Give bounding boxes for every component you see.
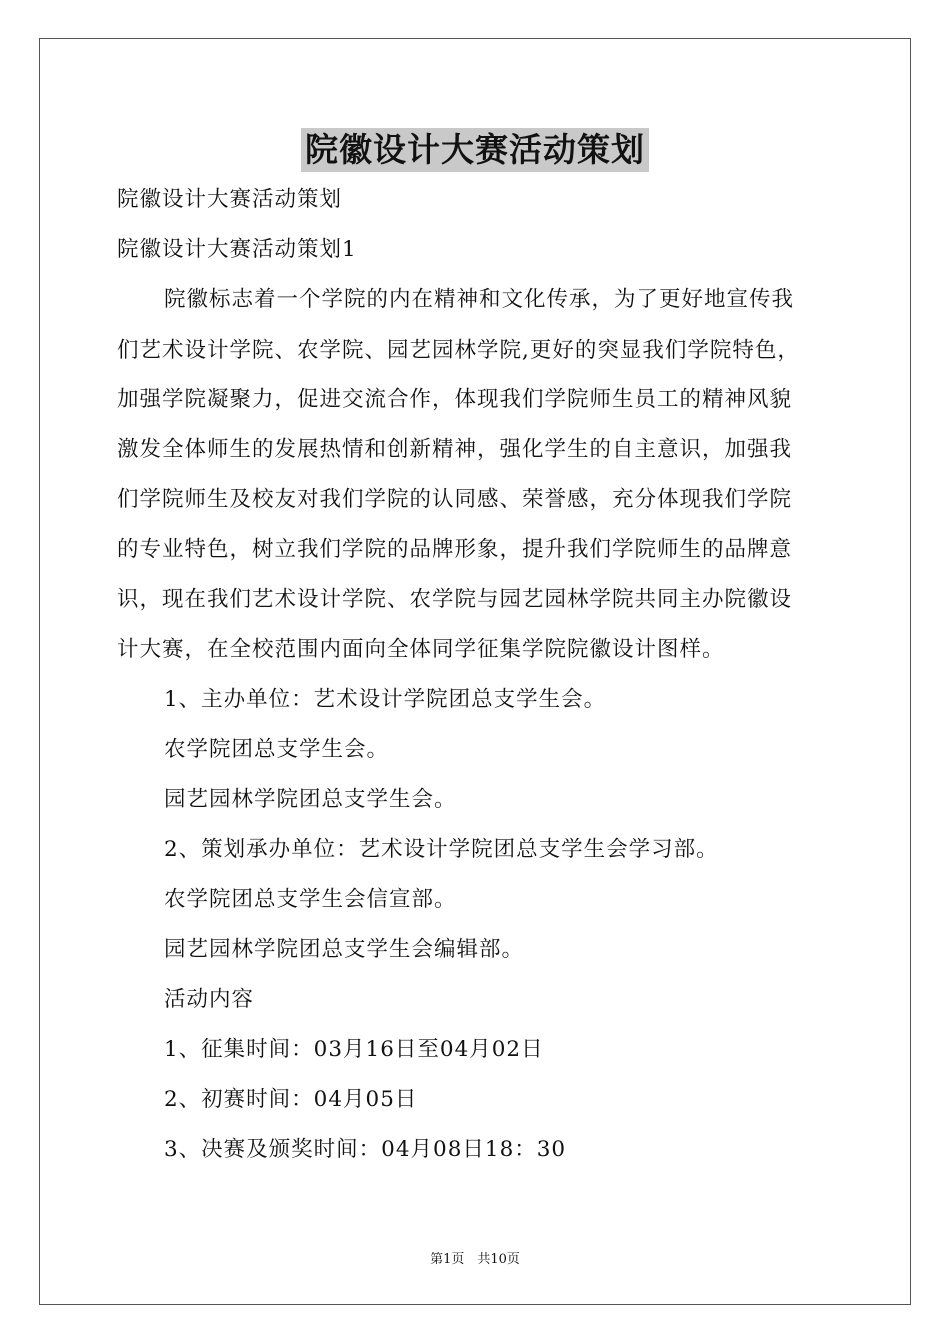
- list-item: 园艺园林学院团总支学生会。: [164, 787, 457, 812]
- paragraph-line: 们学院师生及校友对我们学院的认同感、荣誉感，充分体现我们学院: [117, 487, 793, 512]
- list-item: 农学院团总支学生会。: [164, 737, 390, 762]
- list-item: 2、策划承办单位：艺术设计学院团总支学生会学习部。: [164, 837, 719, 862]
- page-border: [39, 38, 911, 1305]
- paragraph-line: 激发全体师生的发展热情和创新精神，强化学生的自主意识，加强我: [117, 437, 793, 462]
- paragraph-line: 们艺术设计学院、农学院、园艺园林学院,更好的突显我们学院特色，: [117, 338, 800, 363]
- document-title: 院徽设计大赛活动策划: [301, 128, 649, 172]
- list-item: 园艺园林学院团总支学生会编辑部。: [164, 937, 525, 962]
- paragraph-line: 院徽标志着一个学院的内在精神和文化传承，为了更好地宣传我: [164, 287, 795, 312]
- list-item: 农学院团总支学生会信宣部。: [164, 887, 457, 912]
- document-subtitle: 院徽设计大赛活动策划: [117, 187, 343, 212]
- paragraph-line: 的专业特色，树立我们学院的品牌形象，提升我们学院师生的品牌意: [117, 537, 793, 562]
- list-item: 2、初赛时间：04月05日: [164, 1087, 418, 1112]
- list-item: 活动内容: [164, 987, 255, 1012]
- list-item: 1、主办单位：艺术设计学院团总支学生会。: [164, 687, 607, 712]
- paragraph-line: 加强学院凝聚力，促进交流合作，体现我们学院师生员工的精神风貌: [117, 387, 793, 412]
- paragraph-line: 识，现在我们艺术设计学院、农学院与园艺园林学院共同主办院徽设: [117, 587, 793, 612]
- paragraph-line: 计大赛，在全校范围内面向全体同学征集学院院徽设计图样。: [117, 637, 725, 662]
- document-title-wrap: [0, 128, 950, 172]
- list-item: 3、决赛及颁奖时间：04月08日18：30: [164, 1137, 567, 1162]
- section-heading: 院徽设计大赛活动策划1: [117, 237, 357, 262]
- page-footer: 第1页 共10页: [430, 1252, 520, 1267]
- list-item: 1、征集时间：03月16日至04月02日: [164, 1037, 544, 1062]
